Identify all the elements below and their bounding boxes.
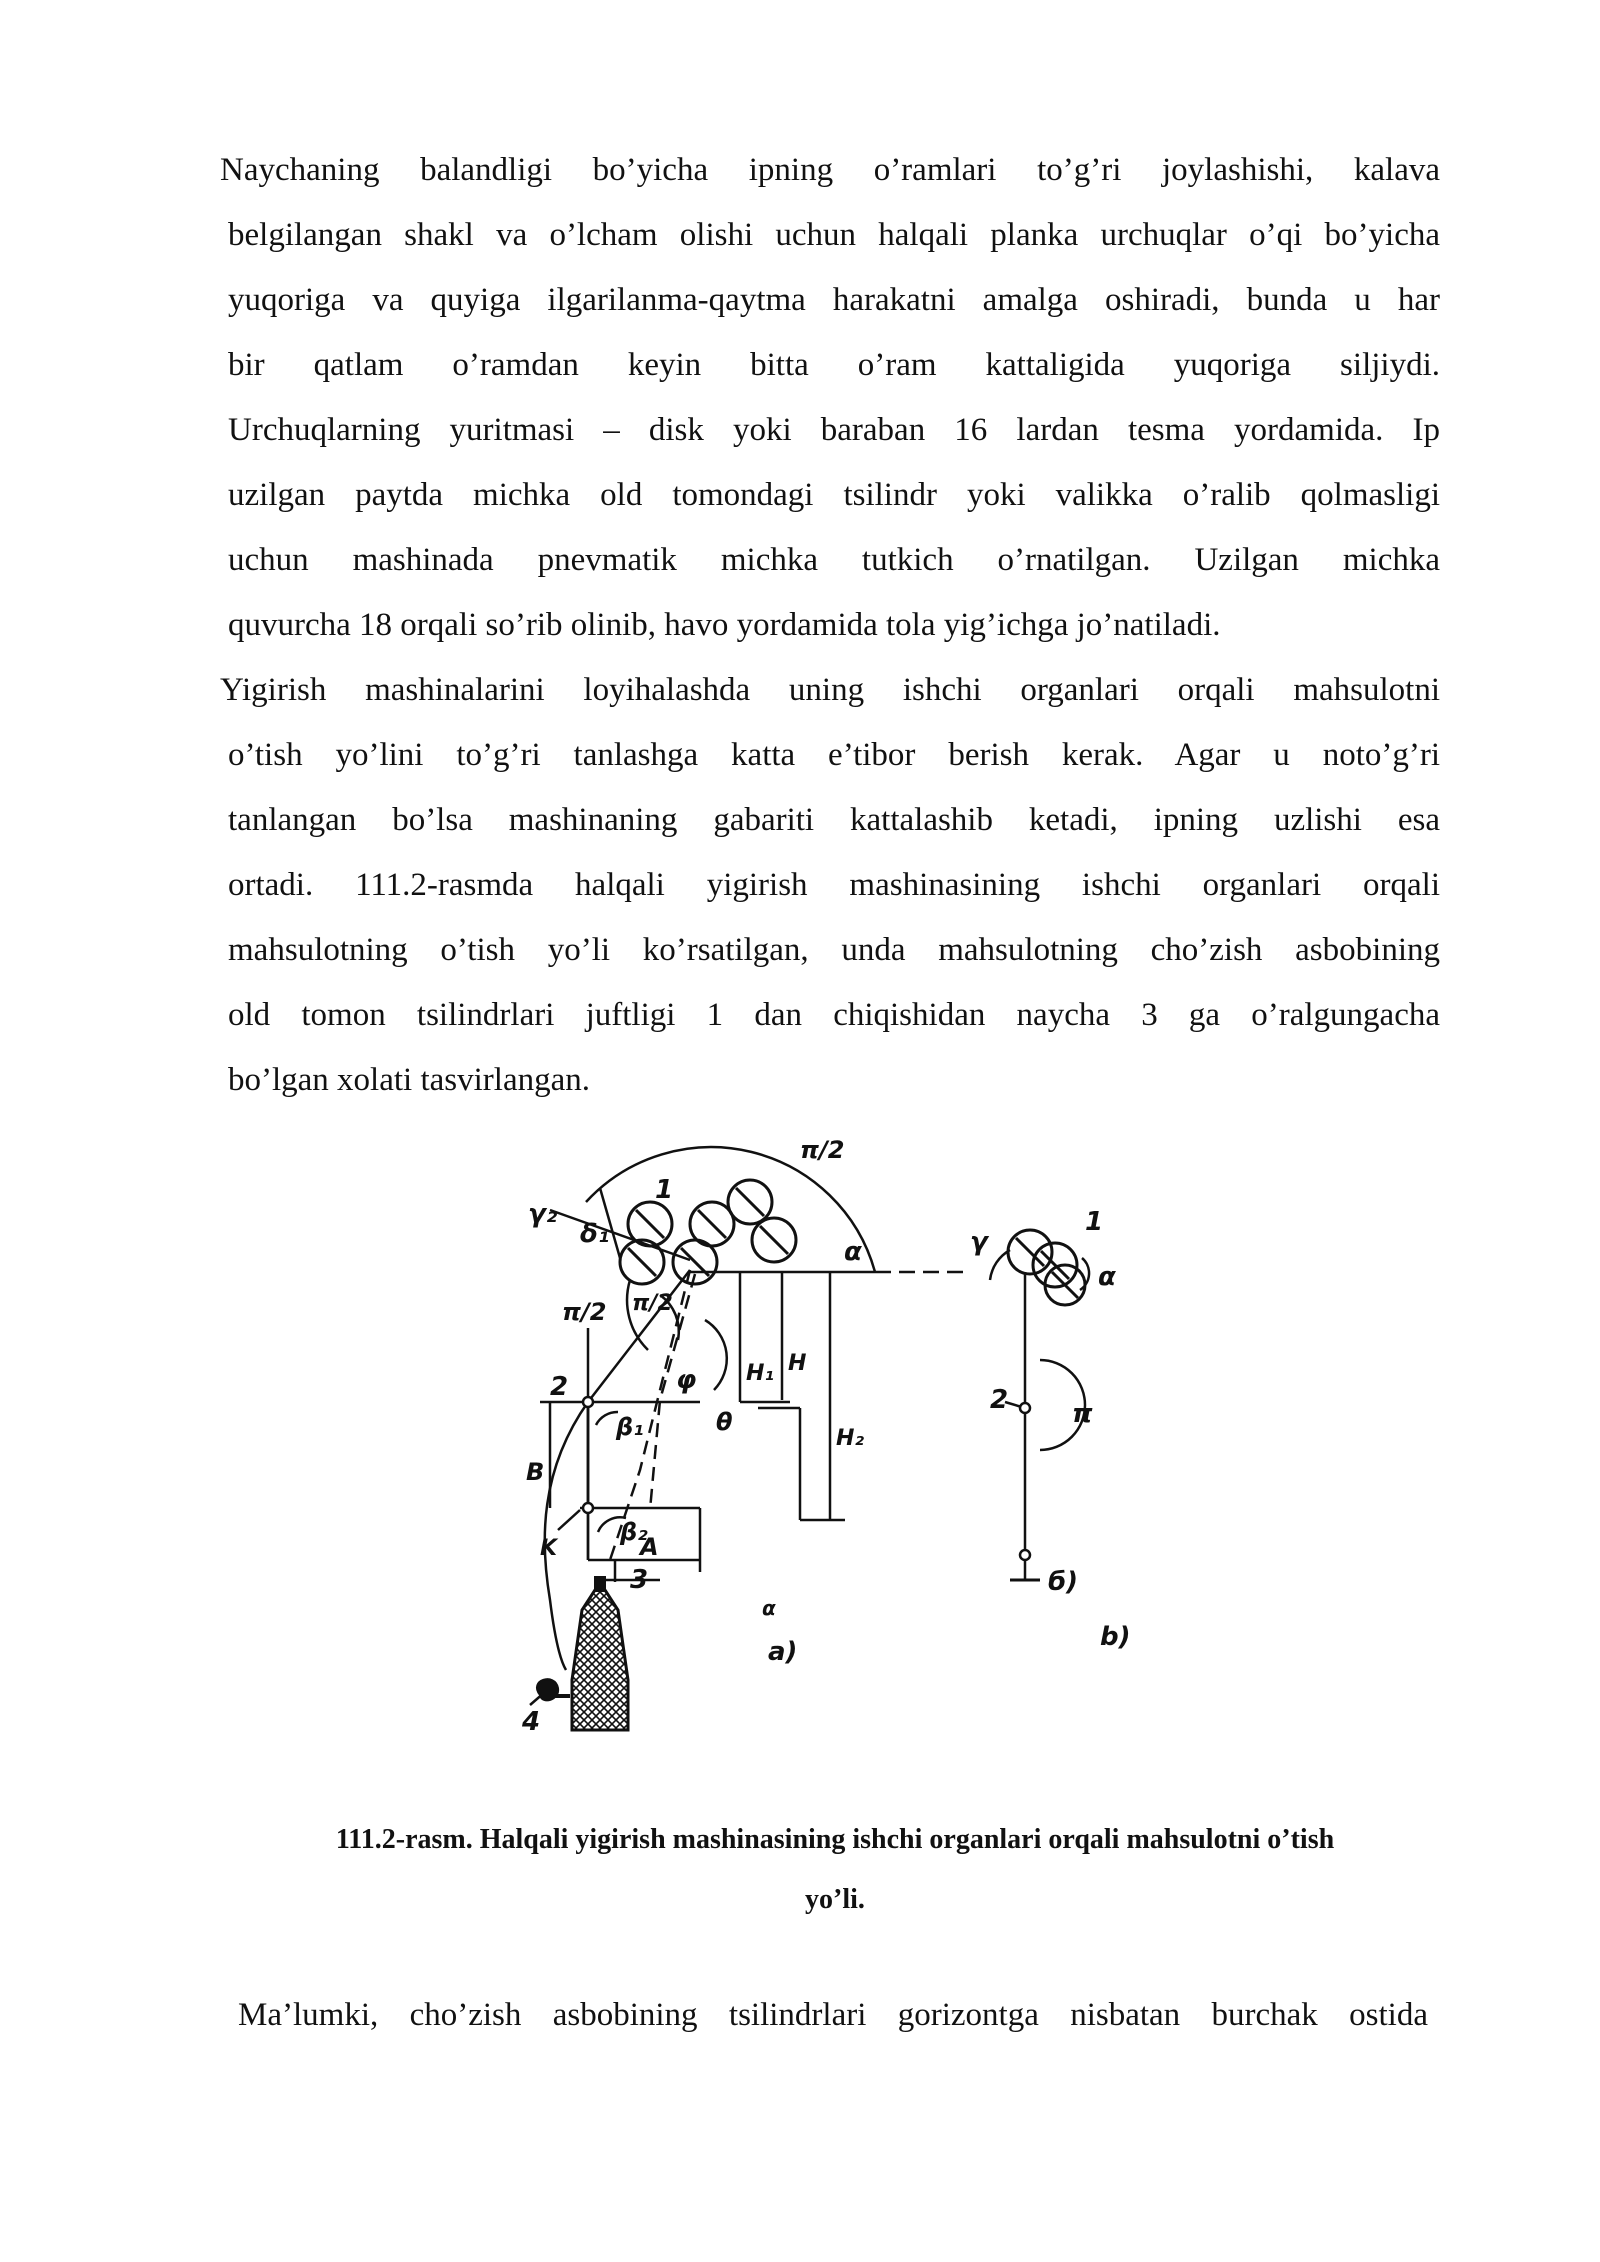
figure-caption-line-2: yo’li.: [805, 1884, 865, 1915]
label-pi-half-top: π/2: [800, 1140, 845, 1164]
guide-point-2: [583, 1397, 593, 1407]
label-H1: H₁: [746, 1361, 775, 1386]
label-A: A: [640, 1533, 659, 1561]
text-line: quvurcha 18 orqali so’rib olinib, havo yordamida tola yig’ichga jo’natiladi.: [228, 607, 1221, 643]
text-line: uchun mashinada pnevmatik michka tutkich o’rnatilgan. Uzilgan michka: [228, 542, 1440, 578]
text-line: o’tish yo’lini to’g’ri tanlashga katta e’tibor berish kerak. Agar u noto’g’ri: [228, 737, 1440, 773]
label-b: b): [1100, 1622, 1131, 1652]
label-three: 3: [630, 1565, 649, 1595]
text-line: uzilgan paytda michka old tomondagi tsilindr yoki valikka o’ralib qolmasligi: [228, 477, 1440, 513]
text-line: Yigirish mashinalarini loyihalashda uning ishchi organlari orqali mahsulotni: [220, 672, 1440, 708]
label-a-small: α: [762, 1596, 776, 1620]
label-one-b: 1: [1085, 1207, 1104, 1237]
label-gamma2: γ₂: [528, 1199, 558, 1229]
label-K: K: [540, 1536, 558, 1561]
label-theta: θ: [716, 1408, 733, 1436]
label-beta2: β₂: [620, 1518, 648, 1546]
label-b-cyr: б): [1048, 1567, 1079, 1597]
label-two: 2: [550, 1372, 569, 1402]
label-H: H: [788, 1351, 807, 1376]
label-one: 1: [655, 1175, 674, 1205]
text-line: bir qatlam o’ramdan keyin bitta o’ram kattaligida yuqoriga siljiydi.: [228, 347, 1440, 383]
text-line: old tomon tsilindrlari juftligi 1 dan chiqishidan naycha 3 ga o’ralgungacha: [228, 997, 1440, 1033]
text-line: bo’lgan xolati tasvirlangan.: [228, 1062, 590, 1098]
label-B: B: [526, 1458, 545, 1486]
text-line: Urchuqlarning yuritmasi – disk yoki baraban 16 lardan tesma yordamida. Ip: [228, 412, 1440, 448]
text-line: ortadi. 111.2-rasmda halqali yigirish mashinasining ishchi organlari orqali: [228, 867, 1440, 903]
text-line: tanlangan bo’lsa mashinaning gabariti kattalashib ketadi, ipning uzlishi esa: [228, 802, 1440, 838]
label-gamma: γ: [970, 1227, 988, 1257]
text-line: yuqoriga va quyiga ilgarilanma-qaytma harakatni amalga oshiradi, bunda u har: [228, 282, 1440, 318]
label-alpha: α: [844, 1237, 862, 1267]
label-delta1: δ₁: [580, 1219, 610, 1249]
spinning-machine-diagram: [500, 1140, 1200, 1820]
cop-icon: [572, 1590, 628, 1730]
label-two-b: 2: [990, 1385, 1009, 1415]
text-line: belgilangan shakl va o’lcham olishi uchun halqali planka urchuqlar o’qi bo’yicha: [228, 217, 1440, 253]
label-beta1: β₁: [616, 1413, 644, 1441]
label-H2: H₂: [836, 1426, 865, 1451]
label-alpha-b: α: [1098, 1262, 1116, 1292]
label-pi-half-left: π/2: [562, 1298, 607, 1326]
text-line: mahsulotning o’tish yo’li ko’rsatilgan, unda mahsulotning cho’zish asbobining: [228, 932, 1440, 968]
label-phi: φ: [676, 1365, 697, 1395]
label-four: 4: [522, 1707, 541, 1737]
text-line: Ma’lumki, cho’zish asbobining tsilindrlari gorizontga nisbatan burchak ostida: [238, 1997, 1428, 2033]
figure-caption-line-1: 111.2-rasm. Halqali yigirish mashinasining ishchi organlari orqali mahsulotni o’tish: [335, 1824, 1335, 1855]
label-a: a): [768, 1637, 798, 1667]
label-pi-half-inner: π/2: [632, 1291, 673, 1316]
text-line: Naychaning balandligi bo’yicha ipning o’ramlari to’g’ri joylashishi, kalava: [220, 152, 1440, 188]
label-pi: π: [1072, 1399, 1093, 1429]
